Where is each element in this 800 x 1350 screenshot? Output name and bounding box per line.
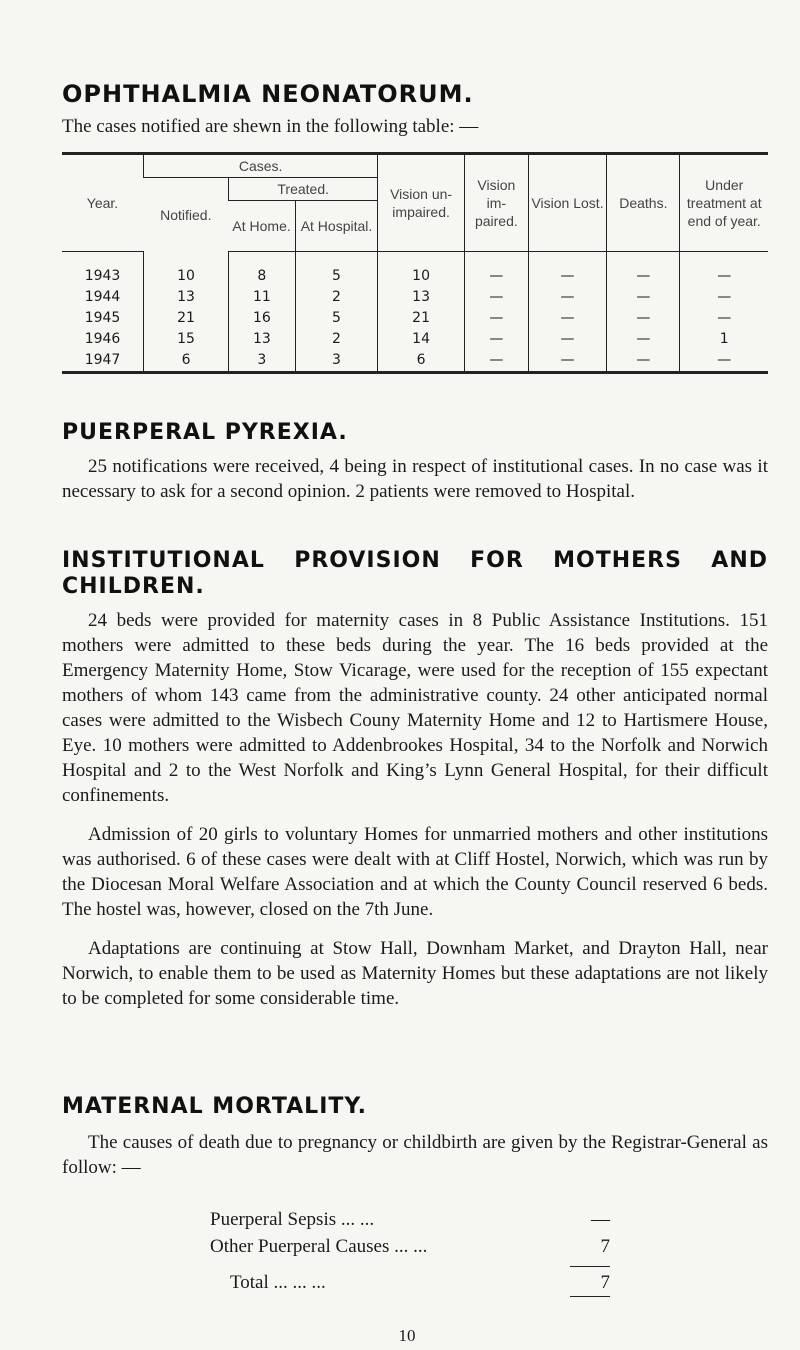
cell-unimpaired: 6 [378, 350, 465, 373]
cell-lost: — [528, 329, 606, 350]
cell-notified: 13 [144, 287, 229, 308]
puerperal-text: 25 notifications were received, 4 being in respect of institutional cases. In no case was it necessary to ask for a second opinion. 2 patients were removed to Hospital. [62, 456, 768, 502]
header-vision-impaired: Vision im-paired. [464, 154, 528, 252]
cell-year: 1946 [84, 331, 121, 347]
cell-lost: — [528, 252, 606, 288]
cell-hospital: 3 [295, 350, 378, 373]
table-row [62, 287, 768, 308]
cell-unimpaired: 21 [378, 308, 465, 329]
cell-home: 16 [229, 308, 296, 329]
table-row [62, 308, 768, 329]
header-notified: Notified. [160, 206, 212, 223]
cell-lost: — [528, 350, 606, 373]
cell-deaths: — [607, 308, 680, 329]
header-under-treatment: Under treatment at end of year. [680, 154, 768, 252]
total-value: 7 [600, 1272, 610, 1293]
causes-list [210, 1206, 610, 1297]
cause-value: — [591, 1209, 610, 1230]
cell-impaired: — [464, 329, 528, 350]
table-row [62, 252, 768, 288]
cell-home: 3 [229, 350, 296, 373]
cell-unimpaired: 14 [378, 329, 465, 350]
cell-notified: 15 [144, 329, 229, 350]
header-at-home: At Home. [229, 201, 296, 252]
maternal-section [62, 1094, 768, 1180]
header-vision-unimpaired: Vision un-impaired. [378, 154, 465, 252]
maternal-text: The causes of death due to pregnancy or childbirth are given by the Registrar-General as follow: — [62, 1132, 768, 1178]
maternal-heading: MATERNAL MORTALITY. [62, 1094, 368, 1119]
cell-home: 11 [229, 287, 296, 308]
header-deaths: Deaths. [607, 154, 680, 252]
cell-under: — [680, 287, 768, 308]
cell-impaired: — [464, 287, 528, 308]
cell-year: 1944 [84, 289, 121, 305]
cell-hospital: 2 [295, 287, 378, 308]
cell-deaths: — [607, 329, 680, 350]
institutional-heading: INSTITUTIONAL PROVISION FOR MOTHERS AND CHILDREN. [62, 548, 768, 599]
cell-impaired: — [464, 252, 528, 288]
total-rule [570, 1296, 610, 1297]
cell-deaths: — [607, 350, 680, 373]
cell-hospital: 5 [295, 252, 378, 288]
puerperal-heading: PUERPERAL PYREXIA. [62, 420, 348, 445]
total-label: Total ... ... ... [230, 1272, 326, 1293]
cell-notified: 6 [144, 350, 229, 373]
puerperal-section [62, 420, 768, 504]
cell-home: 8 [229, 252, 296, 288]
cell-lost: — [528, 287, 606, 308]
cell-impaired: — [464, 350, 528, 373]
table-row [62, 350, 768, 373]
cell-impaired: — [464, 308, 528, 329]
cell-under: — [680, 350, 768, 373]
total-row [210, 1269, 610, 1296]
institutional-paragraph-2: Admission of 20 girls to voluntary Homes for unmarried mothers and other institutions was authorised. 6 of these cases were dealt with at Cliff Hostel, Norwich, which was run by the Diocesan Moral Welfare Association and at which the County Council reserved 6 beds. The hostel was, however, closed on the 7th June. [62, 824, 768, 920]
ophthalmia-table [62, 152, 768, 374]
header-vision-lost: Vision Lost. [528, 154, 606, 252]
cause-label: Other Puerperal Causes ... ... [210, 1236, 428, 1257]
sum-rule [570, 1266, 610, 1267]
cell-year: 1947 [84, 352, 121, 368]
cause-label: Puerperal Sepsis ... ... [210, 1209, 375, 1230]
ophthalmia-intro: The cases notified are shewn in the following table: — [62, 116, 479, 137]
cell-unimpaired: 13 [378, 287, 465, 308]
header-cases: Cases. [144, 154, 378, 178]
cell-notified: 10 [144, 252, 229, 288]
table-row [62, 329, 768, 350]
cell-hospital: 2 [295, 329, 378, 350]
cell-notified: 21 [144, 308, 229, 329]
cell-under: — [680, 252, 768, 288]
cell-lost: — [528, 308, 606, 329]
institutional-paragraph-1: 24 beds were provided for maternity cases in 8 Public Assistance Institutions. 151 mothers were admitted to these beds during the year. The 16 beds provided at the Emergency Maternity Home, Stow Vicarage, were used for the reception of 155 expectant mothers of whom 143 came from the administrative county. 24 other anticipated normal cases were admitted to the Wisbech Couny Maternity Home and 12 to Hartismere House, Eye. 10 mothers were admitted to Addenbrookes Hospital, 34 to the Norfolk and Norwich Hospital and 2 to the West Norfolk and King’s Lynn General Hospital, for their difficult confinements. [62, 610, 768, 806]
header-year: Year. [62, 154, 144, 252]
cell-under: 1 [680, 329, 768, 350]
institutional-paragraph-3: Adaptations are continuing at Stow Hall, Downham Market, and Drayton Hall, near Norwich, to enable them to be used as Maternity Homes but these adaptations are not likely to be completed for some considerable time. [62, 938, 768, 1009]
cell-deaths: — [607, 287, 680, 308]
cell-year: 1945 [84, 310, 121, 326]
cause-value: 7 [600, 1236, 610, 1257]
cell-under: — [680, 308, 768, 329]
cell-deaths: — [607, 252, 680, 288]
page-number: 10 [398, 1326, 416, 1345]
ophthalmia-heading: OPHTHALMIA NEONATORUM. [62, 80, 474, 108]
cause-row [210, 1206, 610, 1233]
cell-home: 13 [229, 329, 296, 350]
cell-unimpaired: 10 [378, 252, 465, 288]
cell-hospital: 5 [295, 308, 378, 329]
cell-year: 1943 [84, 268, 121, 284]
cause-row [210, 1233, 610, 1260]
header-treated: Treated. [229, 178, 378, 201]
header-at-hospital: At Hospital. [295, 201, 378, 252]
institutional-section [62, 548, 768, 1011]
